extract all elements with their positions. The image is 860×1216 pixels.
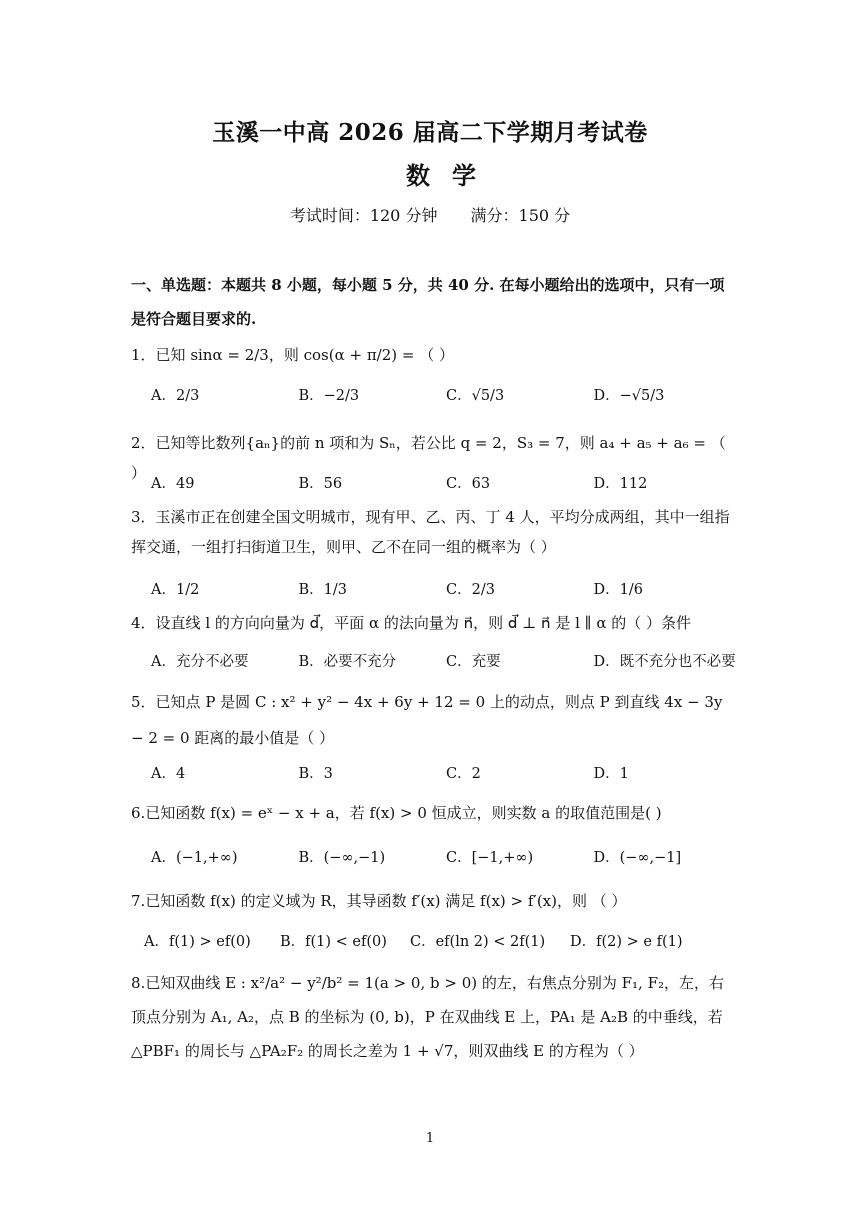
option-b: B．(−∞,−1) <box>298 850 386 866</box>
option-c: C．充要 <box>446 654 501 670</box>
option-c: C．[−1,+∞) <box>446 850 534 866</box>
question-3-options <box>151 578 741 599</box>
option-c: C．63 <box>446 476 491 492</box>
question-text: 玉溪市正在创建全国文明城市，现有甲、乙、丙、丁 4 人，平均分成两组，其中一组指挥交通，一组打扫街道卫生，则甲、乙不在同一组的概率为（ ） <box>131 508 730 556</box>
option-d: D．1 <box>593 766 629 782</box>
question-number: 5． <box>131 693 156 711</box>
question-7-options <box>144 930 734 951</box>
question-text: 已知函数 f(x) 的定义域为 R，其导函数 f′(x) 满足 f(x) > f′(x)，则 （ ） <box>145 892 627 910</box>
question-number: 3． <box>131 508 156 526</box>
option-b: B．3 <box>298 766 333 782</box>
question-7 <box>131 886 731 916</box>
question-text: 已知点 P 是圆 C : x² + y² − 4x + 6y + 12 = 0 上的动点，则点 P 到直线 4x − 3y − 2 = 0 距离的最小值是（ ） <box>131 693 723 747</box>
question-text: 已知等比数列{aₙ}的前 n 项和为 Sₙ，若公比 q = 2，S₃ = 7，则 a₄ + a₅ + a₆ = （ ） <box>131 434 726 482</box>
question-1-options <box>151 384 741 405</box>
option-d: D．既不充分也不必要 <box>593 654 736 670</box>
option-b: B．f(1) < ef(0) <box>280 934 387 950</box>
option-d: D．(−∞,−1] <box>593 850 682 866</box>
exam-title: 玉溪一中高 2026 届高二下学期月考试卷 <box>212 119 648 146</box>
question-text: 已知双曲线 E : x²/a² − y²/b² = 1(a > 0, b > 0) 的左，右焦点分别为 F₁, F₂，左，右顶点分别为 A₁, A₂，点 B 的坐标为 (0, b)，P 在双曲线 E 上，PA₁ 是 A₂B 的中垂线，若 △PBF₁ 的周长与 △PA₂F₂ 的周长之差为 1 + √7，则双曲线 E 的方程为（ ） <box>131 974 725 1060</box>
option-a: A．充分不必要 <box>151 654 249 670</box>
question-5-options <box>151 762 741 783</box>
option-a: A．(−1,+∞) <box>151 850 238 866</box>
exam-info <box>0 203 860 226</box>
question-number: 1． <box>131 346 156 364</box>
question-6 <box>131 798 731 828</box>
option-b: B．1/3 <box>298 582 347 598</box>
question-4 <box>131 608 731 638</box>
question-2-options <box>151 472 741 493</box>
question-3 <box>131 502 731 562</box>
question-number: 7. <box>131 892 146 910</box>
exam-time: 考试时间：120 分钟 <box>289 206 438 225</box>
question-1 <box>131 340 731 370</box>
subject-title: 数学 <box>406 161 498 190</box>
option-d: D．f(2) > e f(1) <box>570 934 683 950</box>
option-c: C．2 <box>446 766 481 782</box>
option-a: A．f(1) > ef(0) <box>144 934 251 950</box>
question-4-options <box>151 650 741 671</box>
question-6-options <box>151 846 741 867</box>
exam-score: 满分：150 分 <box>470 206 571 225</box>
option-b: B．56 <box>298 476 343 492</box>
option-d: D．112 <box>593 476 648 492</box>
question-text: 已知函数 f(x) = eˣ − x + a，若 f(x) > 0 恒成立，则实数 a 的取值范围是( ) <box>145 804 662 822</box>
question-text: 设直线 l 的方向向量为 d⃗，平面 α 的法向量为 n⃗，则 d⃗ ⊥ n⃗ 是 l ∥ α 的（ ）条件 <box>155 614 692 632</box>
option-a: A．1/2 <box>151 582 200 598</box>
option-d: D．−√5/3 <box>593 388 665 404</box>
option-a: A．4 <box>151 766 186 782</box>
question-number: 2． <box>131 434 156 452</box>
option-c: C．√5/3 <box>446 388 505 404</box>
option-a: A．2/3 <box>151 388 200 404</box>
page-number: 1 <box>425 1131 435 1146</box>
question-number: 6. <box>131 804 146 822</box>
option-a: A．49 <box>151 476 195 492</box>
question-5 <box>131 684 731 756</box>
question-text: 已知 sinα = 2/3，则 cos(α + π/2) = （ ） <box>155 346 455 364</box>
option-b: B．必要不充分 <box>298 654 397 670</box>
option-c: C．2/3 <box>446 582 495 598</box>
option-c: C．ef(ln 2) < 2f(1) <box>410 934 546 950</box>
option-d: D．1/6 <box>593 582 643 598</box>
question-number: 8. <box>131 974 146 992</box>
section-header: 一、单选题：本题共 8 小题，每小题 5 分，共 40 分. 在每小题给出的选项中，只有一项是符合题目要求的. <box>131 276 725 328</box>
option-b: B．−2/3 <box>298 388 360 404</box>
question-8 <box>131 966 731 1068</box>
question-number: 4． <box>131 614 156 632</box>
